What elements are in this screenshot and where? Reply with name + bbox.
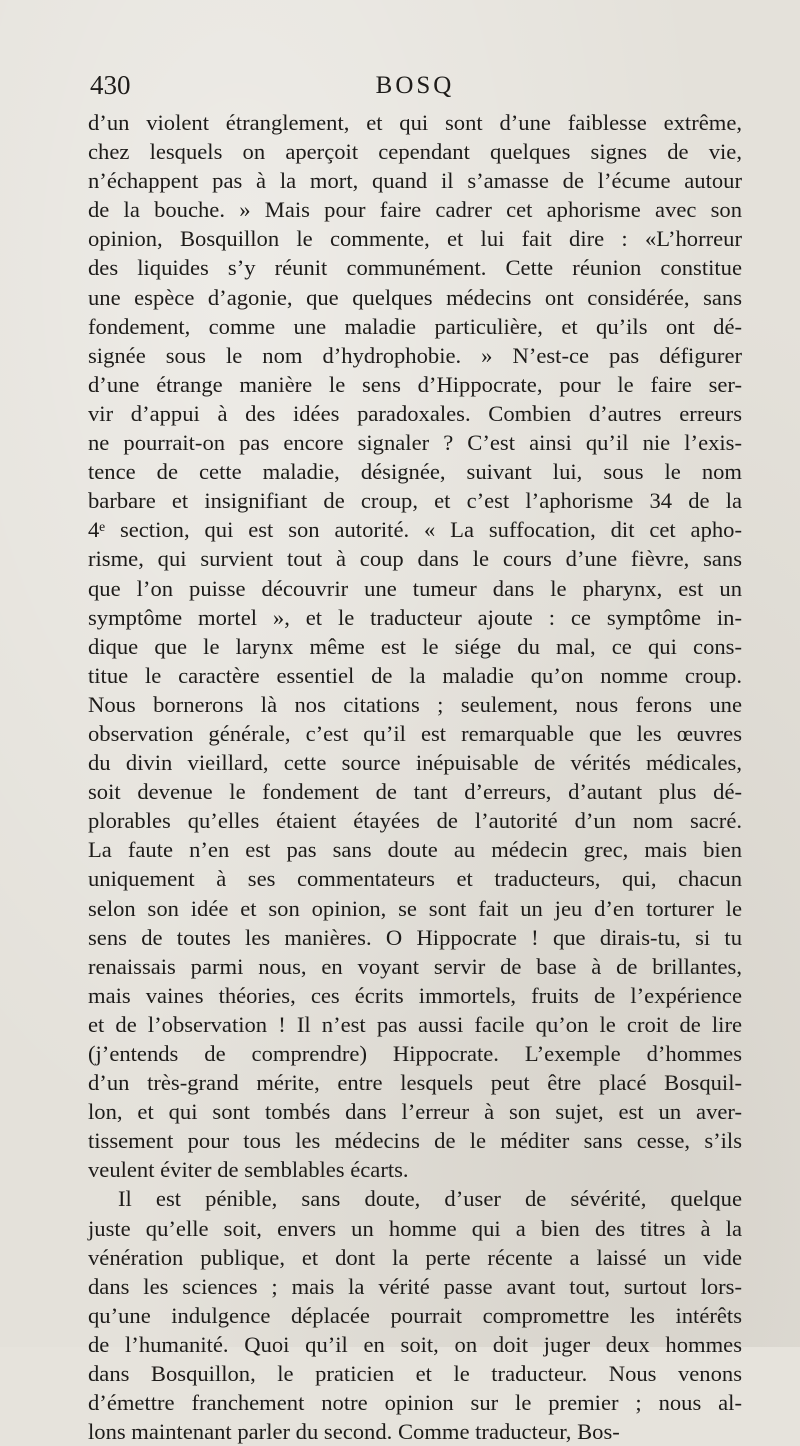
text-line: ne pourrait-on pas encore signaler ? C’est ainsi qu’il nie l’exis- <box>88 430 742 456</box>
text-line: Il est pénible, sans doute, d’user de sévérité, quelque <box>118 1186 742 1212</box>
text-line: d’émettre franchement notre opinion sur le premier ; nous al- <box>88 1390 742 1416</box>
text-line: dans Bosquillon, le praticien et le traducteur. Nous venons <box>88 1361 742 1387</box>
text-line: une espèce d’agonie, que quelques médecins ont considérée, sans <box>88 284 742 310</box>
text-line: que l’on puisse découvrir une tumeur dans le pharynx, est un <box>88 575 742 601</box>
text-line: soit devenue le fondement de tant d’erreurs, d’autant plus dé- <box>88 779 742 805</box>
text-line: vir d’appui à des idées paradoxales. Combien d’autres erreurs <box>88 400 742 426</box>
text-line: des liquides s’y réunit communément. Cette réunion constitue <box>88 255 742 281</box>
text-line: et de l’observation ! Il n’est pas aussi facile qu’on le croit de lire <box>88 1011 742 1037</box>
text-line: dans les sciences ; mais la vérité passe avant tout, surtout lors- <box>88 1273 742 1299</box>
text-line: n’échappent pas à la mort, quand il s’amasse de l’écume autour <box>88 168 742 194</box>
text-line: tence de cette maladie, désignée, suivant lui, sous le nom <box>88 459 742 485</box>
text-line: lons maintenant parler du second. Comme traducteur, Bos- <box>88 1419 620 1445</box>
text-line: dique que le larynx même est le siége du mal, ce qui cons- <box>88 633 742 659</box>
text-line: La faute n’en est pas sans doute au médecin grec, mais bien <box>88 837 742 863</box>
text-line: qu’une indulgence déplacée pourrait compromettre les intérêts <box>88 1302 742 1328</box>
text-line: juste qu’elle soit, envers un homme qui a bien des titres à la <box>88 1215 742 1241</box>
text-line: d’un violent étranglement, et qui sont d’une faiblesse extrême, <box>88 110 742 135</box>
text-line: Nous bornerons là nos citations ; seulement, nous ferons une <box>88 691 742 717</box>
text-line: selon son idée et son opinion, se sont fait un jeu d’en torturer le <box>88 895 742 921</box>
text-line: vénération publique, et dont la perte récente a laissé un vide <box>88 1244 742 1270</box>
text-line: plorables qu’elles étaient étayées de l’autorité d’un nom sacré. <box>88 808 742 834</box>
text-line: (j’entends de comprendre) Hippocrate. L’exemple d’hommes <box>88 1041 742 1066</box>
text-line: sens de toutes les manières. O Hippocrate ! que dirais-tu, si tu <box>88 924 742 950</box>
body-text <box>88 108 742 1446</box>
page-number: 430 <box>90 70 131 100</box>
text-line: chez lesquels on aperçoit cependant quelques signes de vie, <box>88 139 742 165</box>
text-line: renaissais parmi nous, en voyant servir de base à de brillantes, <box>88 953 742 979</box>
text-line: veulent éviter de semblables écarts. <box>88 1157 409 1183</box>
text-line: lon, et qui sont tombés dans l’erreur à son sujet, est un aver- <box>88 1099 742 1125</box>
text-line: 4ᵉ section, qui est son autorité. « La suffocation, dit cet apho- <box>88 517 742 543</box>
text-line: de l’humanité. Quoi qu’il en soit, on doit juger deux hommes <box>88 1331 742 1357</box>
text-line: signée sous le nom d’hydrophobie. » N’est-ce pas défigurer <box>88 342 742 368</box>
running-head: BOSQ <box>375 72 455 99</box>
text-line: de la bouche. » Mais pour faire cadrer cet aphorisme avec son <box>88 197 742 223</box>
page-header <box>90 70 740 106</box>
text-line: d’une étrange manière le sens d’Hippocrate, pour le faire ser- <box>88 371 742 397</box>
text-line: fondement, comme une maladie particulière, et qu’ils ont dé- <box>88 313 742 339</box>
text-line: d’un très-grand mérite, entre lesquels peut être placé Bosquil- <box>88 1070 742 1096</box>
text-line: opinion, Bosquillon le commente, et lui fait dire : «L’horreur <box>88 226 742 252</box>
text-line: mais vaines théories, ces écrits immortels, fruits de l’expérience <box>88 982 742 1008</box>
text-line: observation générale, c’est qu’il est remarquable que les œuvres <box>88 720 742 746</box>
text-line: tissement pour tous les médecins de le méditer sans cesse, s’ils <box>88 1128 742 1154</box>
text-line: uniquement à ses commentateurs et traducteurs, qui, chacun <box>88 866 742 892</box>
text-line: risme, qui survient tout à coup dans le cours d’une fièvre, sans <box>88 546 742 572</box>
text-line: du divin vieillard, cette source inépuisable de vérités médicales, <box>88 750 742 776</box>
text-line: barbare et insignifiant de croup, et c’est l’aphorisme 34 de la <box>88 488 742 514</box>
text-line: symptôme mortel », et le traducteur ajoute : ce symptôme in- <box>88 604 742 630</box>
text-line: titue le caractère essentiel de la maladie qu’on nomme croup. <box>88 662 742 688</box>
